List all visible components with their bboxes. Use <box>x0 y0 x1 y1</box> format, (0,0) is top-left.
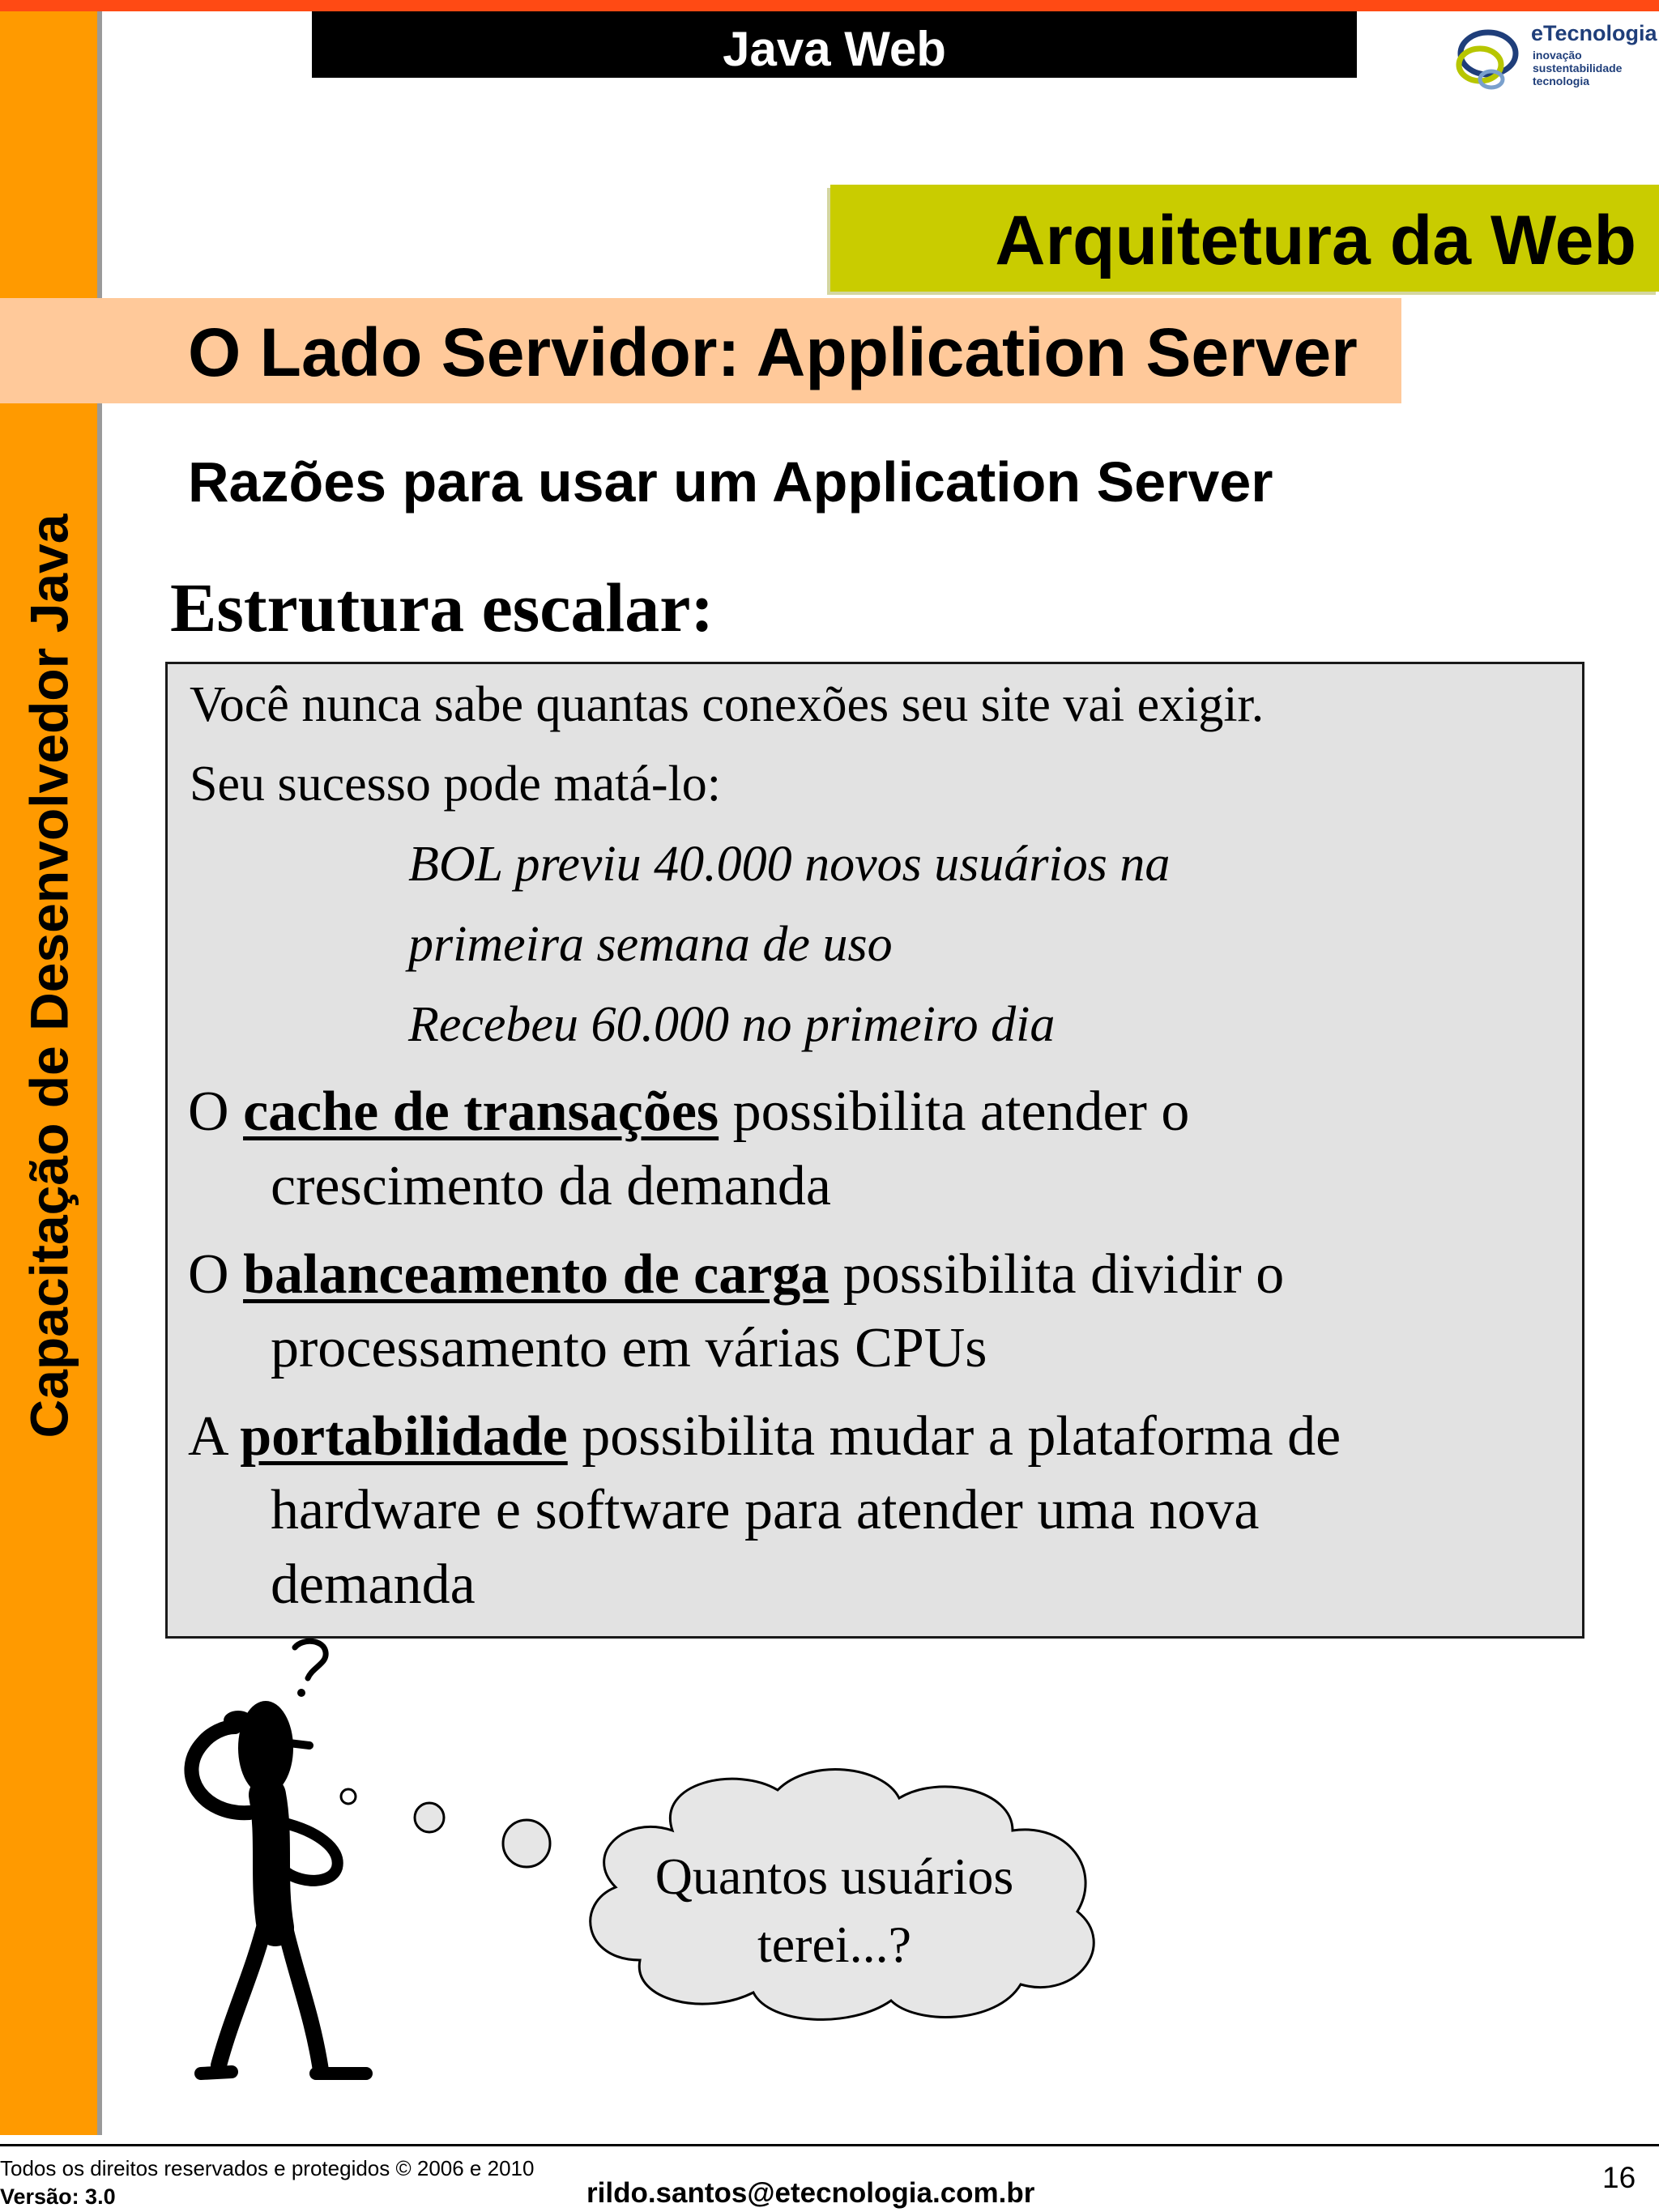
quote-line-2: primeira semana de uso <box>408 917 893 972</box>
bullet-portability <box>188 1404 1341 1469</box>
bullet-cache-cont: crescimento da demanda <box>271 1155 831 1217</box>
footer-copyright: Todos os direitos reservados e protegidos © 2006 e 2010 <box>0 2156 535 2180</box>
bullet-portability-term: portabilidade <box>240 1405 568 1468</box>
quote-line-3: Recebeu 60.000 no primeiro dia <box>408 997 1056 1052</box>
section-title: Arquitetura da Web <box>995 202 1636 279</box>
bullet-portability-pre: A <box>188 1405 241 1468</box>
slide-lead: Razões para usar um Application Server <box>188 450 1273 514</box>
page-number: 16 <box>1602 2161 1636 2194</box>
bullet-cache-pre: O <box>188 1080 244 1143</box>
logo-tagline-2: sustentabilidade <box>1533 62 1623 75</box>
bullet-cache <box>188 1080 1189 1144</box>
logo-name: eTecnologia <box>1531 21 1657 45</box>
footer-rule <box>0 2144 1659 2146</box>
footer-version: Versão: 3.0 <box>0 2184 116 2209</box>
thinking-man-icon <box>154 1636 478 2090</box>
bullet-portability-cont-1: hardware e software para atender uma nova <box>271 1479 1260 1541</box>
top-accent-line <box>0 0 1659 11</box>
bullet-balance-post: possibilita dividir o <box>829 1243 1285 1306</box>
box-title: Estrutura escalar: <box>170 569 714 646</box>
slide-subtitle: O Lado Servidor: Application Server <box>188 314 1358 390</box>
sidebar-label: Capacitação de Desenvolvedor Java <box>19 514 79 1438</box>
bullet-portability-cont-2: demanda <box>271 1554 476 1616</box>
bullet-balance <box>188 1242 1284 1307</box>
bullet-portability-post: possibilita mudar a plataforma de <box>567 1405 1341 1468</box>
bullet-balance-cont: processamento em várias CPUs <box>271 1317 987 1379</box>
footer-email: rildo.santos@etecnologia.com.br <box>586 2177 1035 2209</box>
content-line-2: Seu sucesso pode matá-lo: <box>190 757 722 812</box>
quote-line-1: BOL previu 40.000 novos usuários na <box>408 837 1171 892</box>
thought-bubble-icon <box>496 1814 561 1879</box>
cloud-line-2: terei...? <box>757 1916 912 1973</box>
content-line-1: Você nunca sabe quantas conexões seu site vai exigir. <box>190 677 1265 732</box>
bullet-cache-post: possibilita atender o <box>719 1080 1190 1143</box>
cloud-line-1: Quantos usuários <box>655 1848 1014 1905</box>
cloud-text <box>616 1843 1053 1979</box>
bullet-balance-term: balanceamento de carga <box>243 1243 830 1306</box>
header-title: Java Web <box>312 11 1357 78</box>
bullet-balance-pre: O <box>188 1243 244 1306</box>
logo-tagline-3: tecnologia <box>1533 75 1590 87</box>
bullet-cache-term: cache de transações <box>243 1080 719 1143</box>
logo-tagline-1: inovação <box>1533 49 1582 62</box>
